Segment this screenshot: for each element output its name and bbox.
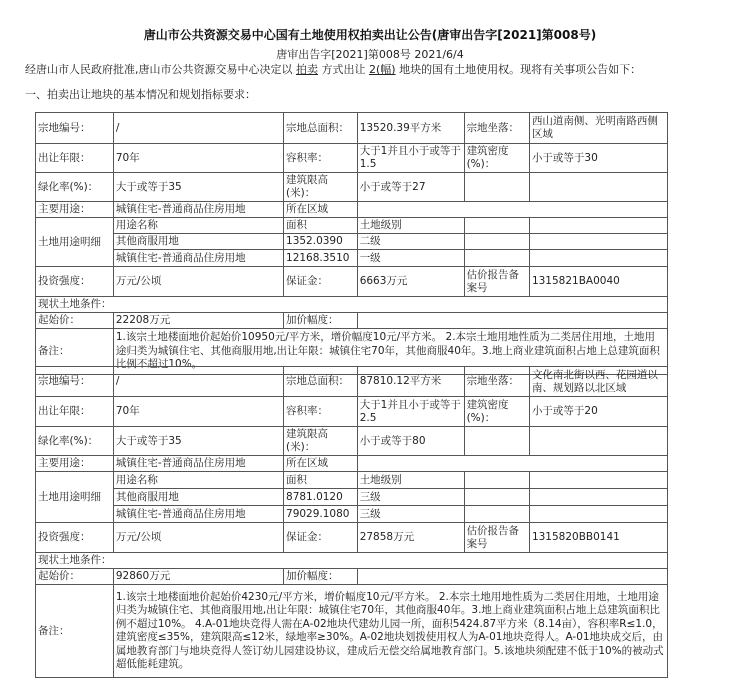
use-grade: 二级 [357,234,464,250]
total-area: 87810.12平方米 [357,367,464,397]
density: 小于或等于30 [529,144,667,173]
label-remarks: 备注： [36,329,114,375]
parcel-table-2 [35,366,668,678]
empty-cell [464,472,529,489]
label-current-condition: 现状土地条件： [36,553,668,569]
far: 大于1并且小于或等于2.5 [357,397,464,427]
label-investment: 投资强度： [36,523,114,553]
label-appraisal: 估价报告备案号 [464,523,529,553]
label-district: 所在区域 [284,456,358,472]
section-heading: 一、拍卖出让地块的基本情况和规划指标要求： [25,88,256,101]
far: 大于1并且小于或等于1.5 [357,144,464,173]
intro-method: 拍卖 [296,63,318,76]
empty-cell [464,506,529,523]
appraisal-no: 1315820BB0141 [529,523,667,553]
intro-text [25,61,641,77]
use-name: 其他商服用地 [113,489,283,506]
header-grade: 土地级别 [357,218,464,234]
label-term: 出让年限： [36,397,114,427]
page-title: 唐山市公共资源交易中心国有土地使用权拍卖出让公告(唐审出告字[2021]第008号) [143,28,597,42]
parcel-table-1 [35,112,668,375]
empty-cell [529,218,667,234]
start-price: 92860万元 [113,569,283,585]
empty-cell [529,173,667,202]
empty-cell [464,427,529,456]
district [357,456,667,472]
empty-cell [464,489,529,506]
label-start-price: 起始价： [36,313,114,329]
label-height: 建筑限高(米)： [284,173,358,202]
use-name: 城镇住宅-普通商品住房用地 [113,250,283,267]
district [357,202,667,218]
label-deposit: 保证金： [284,523,358,553]
empty-cell [529,472,667,489]
label-greening: 绿化率(%)： [36,173,114,202]
intro-post: 地块的国有土地使用权。现将有关事项公告如下： [395,63,642,76]
label-increment: 加价幅度： [284,313,358,329]
label-location: 宗地坐落： [464,367,529,397]
investment: 万元/公顷 [113,523,283,553]
label-district: 所在区域 [284,202,358,218]
label-density: 建筑密度(%)： [464,397,529,427]
label-increment: 加价幅度： [284,569,358,585]
main-use: 城镇住宅-普通商品住房用地 [113,202,283,218]
announcement-number: 唐审出告字[2021]第008号 2021/6/4 [276,48,464,61]
increment [357,569,667,585]
label-term: 出让年限： [36,144,114,173]
label-start-price: 起始价： [36,569,114,585]
height: 小于或等于80 [357,427,464,456]
deposit: 27858万元 [357,523,464,553]
empty-cell [464,173,529,202]
label-use-detail: 土地用途明细 [36,472,114,523]
label-density: 建筑密度(%)： [464,144,529,173]
density: 小于或等于20 [529,397,667,427]
increment [357,313,667,329]
greening: 大于或等于35 [113,173,283,202]
header-area: 面积 [284,218,358,234]
use-area: 8781.0120 [284,489,358,506]
use-area: 1352.0390 [284,234,358,250]
label-parcel-no: 宗地编号： [36,367,114,397]
header-use-name: 用途名称 [113,472,283,489]
empty-cell [529,427,667,456]
intro-mid: 方式出让 [318,63,369,76]
use-name: 其他商服用地 [113,234,283,250]
use-area: 79029.1080 [284,506,358,523]
empty-cell [529,250,667,267]
label-main-use: 主要用途： [36,202,114,218]
empty-cell [529,489,667,506]
header-grade: 土地级别 [357,472,464,489]
start-price: 22208万元 [113,313,283,329]
investment: 万元/公顷 [113,267,283,297]
label-current-condition: 现状土地条件： [36,297,668,313]
appraisal-no: 1315821BA0040 [529,267,667,297]
location: 文化南北街以西、花园道以南、规划路以北区域 [529,367,667,397]
location: 西山道南侧、光明南路西侧区域 [529,113,667,144]
parcel-no: / [113,367,283,397]
header-area: 面积 [284,472,358,489]
height: 小于或等于27 [357,173,464,202]
empty-cell [464,250,529,267]
term: 70年 [113,144,283,173]
use-area: 12168.3510 [284,250,358,267]
deposit: 6663万元 [357,267,464,297]
empty-cell [464,234,529,250]
empty-cell [529,506,667,523]
remarks: 1.该宗土地楼面地价起始价4230元/平方米，增价幅度10元/平方米。 2.本宗土地用地性质为二类居住用地，土地用途归类为城镇住宅、其他商服用地,出让年限：城镇住宅70年，其他商服40年。3.地上商业建筑面积占地上总建筑面积比例不超过10%。 4.A-01地块竞得人需在A-02地块代建幼儿园一所，面积5424.87平方米（8.14亩），容积率R≤1.0，建筑密度≤35%，建筑限高≤12米，绿地率≥30%。A-02地块划拨使用权人为A-01地块竞得人。A-01地块成交后，由属地教育部门与地块竞得人签订幼儿园建设协议，建成后无偿交给属地教育部门。5.该地块须配建不低于10%的被动式超低能耗建筑。 [113,585,667,678]
label-investment: 投资强度： [36,267,114,297]
header-use-name: 用途名称 [113,218,283,234]
main-use: 城镇住宅-普通商品住房用地 [113,456,283,472]
empty-cell [529,234,667,250]
intro-count: 2(幅) [369,63,396,76]
label-greening: 绿化率(%)： [36,427,114,456]
term: 70年 [113,397,283,427]
remarks: 1.该宗土地楼面地价起始价10950元/平方米，增价幅度10元/平方米。 2.本宗土地用地性质为二类居住用地，土地用途归类为城镇住宅、其他商服用地,出让年限：城镇住宅70年，其他商服40年。3.地上商业建筑面积占地上总建筑面积比例不超过10%。 [113,329,667,375]
label-total-area: 宗地总面积： [284,113,358,144]
label-location: 宗地坐落： [464,113,529,144]
use-grade: 三级 [357,506,464,523]
label-far: 容积率： [284,144,358,173]
label-parcel-no: 宗地编号： [36,113,114,144]
empty-cell [464,218,529,234]
total-area: 13520.39平方米 [357,113,464,144]
label-main-use: 主要用途： [36,456,114,472]
label-far: 容积率： [284,397,358,427]
intro-pre: 经唐山市人民政府批准,唐山市公共资源交易中心决定以 [25,63,296,76]
label-total-area: 宗地总面积： [284,367,358,397]
label-use-detail: 土地用途明细 [36,218,114,267]
label-height: 建筑限高(米)： [284,427,358,456]
use-name: 城镇住宅-普通商品住房用地 [113,506,283,523]
use-grade: 一级 [357,250,464,267]
label-deposit: 保证金： [284,267,358,297]
parcel-no: / [113,113,283,144]
label-appraisal: 估价报告备案号 [464,267,529,297]
use-grade: 三级 [357,489,464,506]
greening: 大于或等于35 [113,427,283,456]
label-remarks: 备注： [36,585,114,678]
